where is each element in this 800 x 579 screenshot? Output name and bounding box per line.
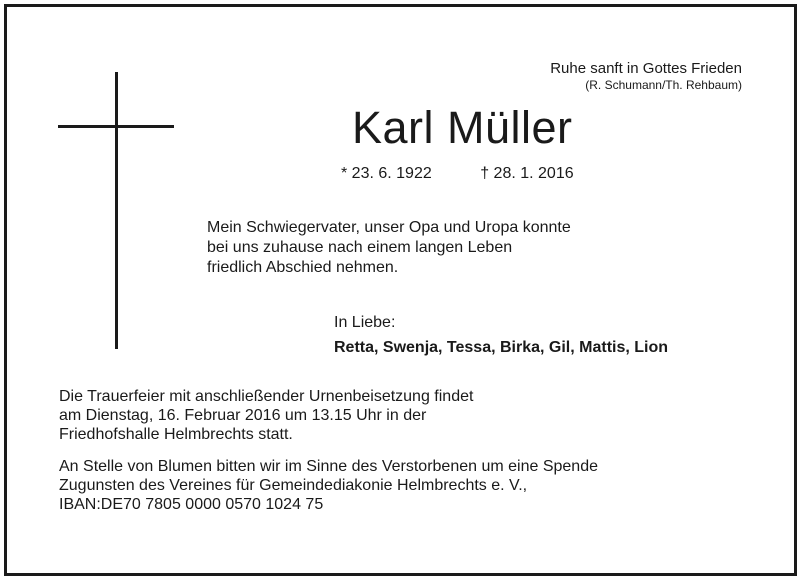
ceremony-line: Friedhofshalle Helmbrechts statt.: [59, 426, 293, 443]
message-line: friedlich Abschied nehmen.: [207, 259, 399, 276]
ceremony-line: am Dienstag, 16. Februar 2016 um 13.15 Uhr in der: [59, 407, 427, 424]
cross-vertical-bar: [115, 72, 118, 349]
mourners-intro: In Liebe:: [334, 314, 396, 331]
birth-date: * 23. 6. 1922: [341, 165, 432, 182]
death-date: † 28. 1. 2016: [480, 165, 574, 182]
message-line: bei uns zuhause nach einem langen Leben: [207, 239, 513, 256]
donation-info: [59, 457, 598, 514]
life-dates: [341, 164, 574, 184]
deceased-name: Karl Müller: [352, 102, 573, 153]
mourners-names: Retta, Swenja, Tessa, Birka, Gil, Mattis, Lion: [334, 339, 669, 356]
cross-horizontal-bar: [58, 125, 174, 128]
donation-line: Zugunsten des Vereines für Gemeindediakonie Helmbrechts e. V.,: [59, 477, 528, 494]
donation-line: An Stelle von Blumen bitten wir im Sinne des Verstorbenen um eine Spende: [59, 458, 598, 475]
farewell-message: [207, 218, 571, 278]
motto-text: Ruhe sanft in Gottes Frieden: [550, 60, 742, 77]
donation-iban: IBAN:DE70 7805 0000 0570 1024 75: [59, 496, 324, 513]
ceremony-info: [59, 387, 473, 444]
message-line: Mein Schwiegervater, unser Opa und Uropa konnte: [207, 219, 571, 236]
motto-source: (R. Schumann/Th. Rehbaum): [585, 78, 742, 92]
ceremony-line: Die Trauerfeier mit anschließender Urnenbeisetzung findet: [59, 388, 474, 405]
motto-block: [550, 60, 742, 92]
